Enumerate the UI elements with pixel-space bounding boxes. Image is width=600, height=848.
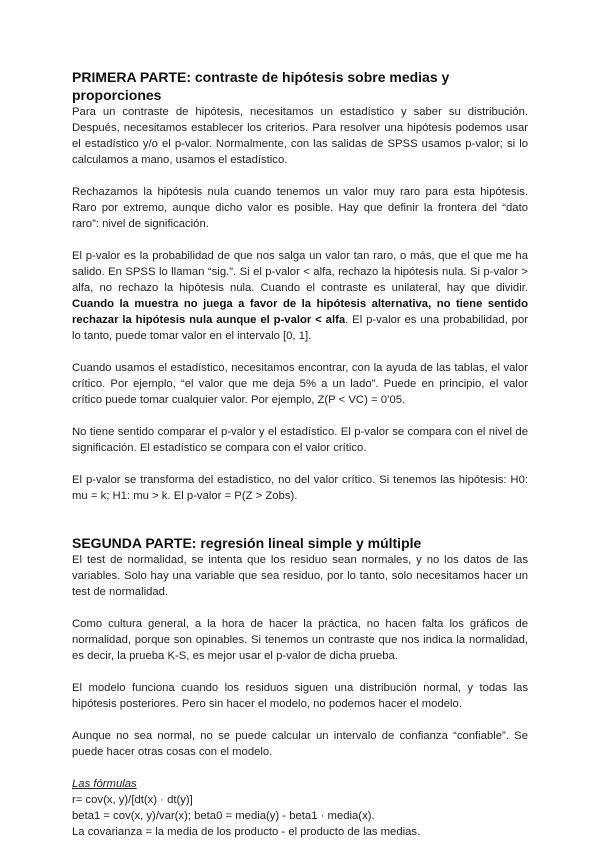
part1-paragraph-2: Rechazamos la hipótesis nula cuando tenemos un valor muy raro para esta hipótesis. Raro por extremo, aunque dicho valor es posible. Hay que definir la frontera del “dato raro”: nivel de significación. — [72, 186, 528, 230]
part2-paragraph-2: Como cultura general, a la hora de hacer la práctica, no hacen falta los gráficos de normalidad, porque son opinables. Si tenemos un contraste que nos indica la normalidad, es decir, la prueba K-S, es mejor usar el p-valor de dicha prueba. — [72, 618, 528, 662]
part1-paragraph-4: Cuando usamos el estadístico, necesitamos encontrar, con la ayuda de las tablas, el valor crítico. Por ejemplo, “el valor que me deja 5% a un lado”. Puede en principio, el valor crítico puede tomar cualquier valor. Por ejemplo, Z(P < VC) = 0’05. — [72, 362, 528, 406]
part1-paragraph-1: Para un contraste de hipótesis, necesitamos un estadístico y saber su distribución. Después, necesitamos establecer los criterios. Para resolver una hipótesis podemos usar el estadístico y/o el p-valor. Normalmente, con las salidas de SPSS usamos p-valor; si lo calculamos a mano, usamos el estadístico. — [72, 106, 528, 166]
part2-heading: SEGUNDA PARTE: regresión lineal simple y múltiple — [72, 535, 422, 551]
part2-paragraph-4: Aunque no sea normal, no se puede calcular un intervalo de confianza “confiable”. Se puede hacer otras cosas con el modelo. — [72, 730, 528, 758]
formula-correlation: r= cov(x, y)/[dt(x) · dt(y)] — [72, 794, 193, 806]
part1-p3-text-a: El p-valor es la probabilidad de que nos salga un valor tan raro, o más, que el que me ha salido. En SPSS lo llaman “sig.”. Si el p-valor < alfa, rechazo la hipótesis nula. Si p-valor > alfa, no rechazo la hipótesis nula. Cuando el contraste es unilateral, hay que dividir. — [72, 250, 528, 294]
document-page — [72, 68, 528, 840]
part1-paragraph-6: El p-valor se transforma del estadístico, no del valor crítico. Si tenemos las hipótesis: H0: mu = k; H1: mu > k. El p-valor = P(Z > Zobs). — [72, 474, 528, 502]
formula-betas: beta1 = cov(x, y)/var(x); beta0 = media(y) - beta1 · media(x). — [72, 810, 375, 822]
part1-paragraph-3 — [72, 248, 528, 344]
part1-paragraph-5: No tiene sentido comparar el p-valor y el estadístico. El p-valor se compara con el nivel de significación. El estadístico se compara con el valor crítico. — [72, 426, 528, 454]
part2-paragraph-1: El test de normalidad, se intenta que los residuo sean normales, y no los datos de las variables. Solo hay una variable que sea residuo, por lo tanto, solo necesitamos hacer un test de normalidad. — [72, 554, 528, 598]
formula-covariance: La covarianza = la media de los producto - el producto de las medias. — [72, 826, 421, 838]
part1-heading: PRIMERA PARTE: contraste de hipótesis sobre medias y proporciones — [72, 69, 450, 103]
formulas-heading: Las fórmulas — [72, 778, 137, 790]
part1-p3-bold: Cuando la muestra no juega a favor de la hipótesis alternativa, no tiene sentido rechazar la hipótesis nula aunque el p-valor < alfa — [72, 298, 528, 326]
part1-p3-text-b: . El p-valor es una probabilidad, por lo tanto, puede tomar valor en el intervalo [0, 1]. — [72, 314, 528, 342]
part2-paragraph-3: El modelo funciona cuando los residuos siguen una distribución normal, y todas las hipótesis posteriores. Pero sin hacer el modelo, no podemos hacer el modelo. — [72, 682, 528, 710]
